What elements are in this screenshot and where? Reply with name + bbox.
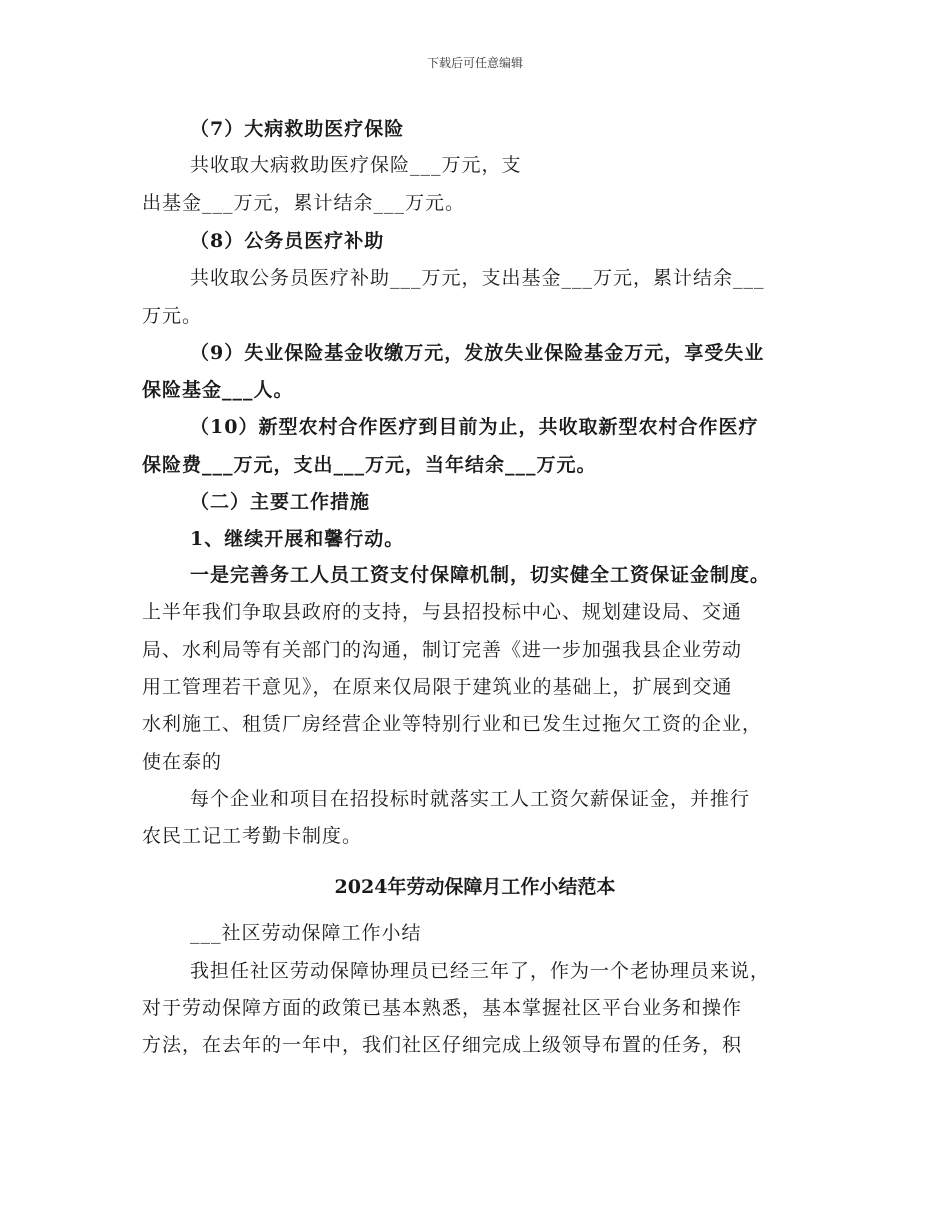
paragraph-line: ___社区劳动保障工作小结: [190, 922, 422, 944]
paragraph-line: 保险费___万元，支出___万元，当年结余___万元。: [142, 454, 597, 476]
paragraph-line-lead: 一是完善务工人员工资支付保障机制，切实健全工资保证金制度。: [190, 564, 771, 586]
paragraph-line: 对于劳动保障方面的政策已基本熟悉，基本掌握社区平台业务和操作: [142, 997, 743, 1019]
paragraph-line: 出基金___万元，累计结余___万元。: [142, 192, 466, 214]
paragraph-line: 上半年我们争取县政府的支持，与县招投标中心、规划建设局、交通: [142, 601, 743, 623]
paragraph-line: 使在泰的: [142, 751, 223, 773]
paragraph-line: 保险基金___人。: [142, 379, 294, 401]
paragraph-line: 共收取公务员医疗补助___万元，支出基金___万元，累计结余___: [190, 267, 765, 289]
paragraph-line: 每个企业和项目在招投标时就落实工人工资欠薪保证金，并推行: [190, 788, 751, 810]
section-heading-measures: （二）主要工作措施: [190, 491, 371, 513]
section-heading-10: （10）新型农村合作医疗到目前为止，共收取新型农村合作医疗: [190, 416, 759, 438]
section-heading-7: （7）大病救助医疗保险: [190, 118, 405, 140]
paragraph-line: 局、水利局等有关部门的沟通，制订完善《进一步加强我县企业劳动: [142, 639, 743, 661]
paragraph-line: 水利施工、租赁厂房经营企业等特别行业和已发生过拖欠工资的企业，: [142, 713, 763, 735]
section-heading-8: （8）公务员医疗补助: [190, 230, 385, 252]
paragraph-line: 共收取大病救助医疗保险___万元，支: [190, 154, 522, 176]
paragraph-line: 用工管理若干意见》，在原来仅局限于建筑业的基础上，扩展到交通: [142, 676, 733, 698]
paragraph-line: 方法，在去年的一年中，我们社区仔细完成上级领导布置的任务，积: [142, 1034, 743, 1056]
paragraph-line: 万元。: [142, 305, 203, 327]
paragraph-line: 农民工记工考勤卡制度。: [142, 825, 363, 847]
page-header: 下载后可任意编辑: [426, 56, 523, 70]
subsection-heading: 1、继续开展和馨行动。: [190, 528, 405, 550]
section-heading-9: （9）失业保险基金收缴万元，发放失业保险基金万元，享受失业: [190, 342, 765, 364]
document-title: 2024年劳动保障月工作小结范本: [334, 876, 616, 898]
paragraph-line: 我担任社区劳动保障协理员已经三年了，作为一个老协理员来说，: [190, 960, 771, 982]
